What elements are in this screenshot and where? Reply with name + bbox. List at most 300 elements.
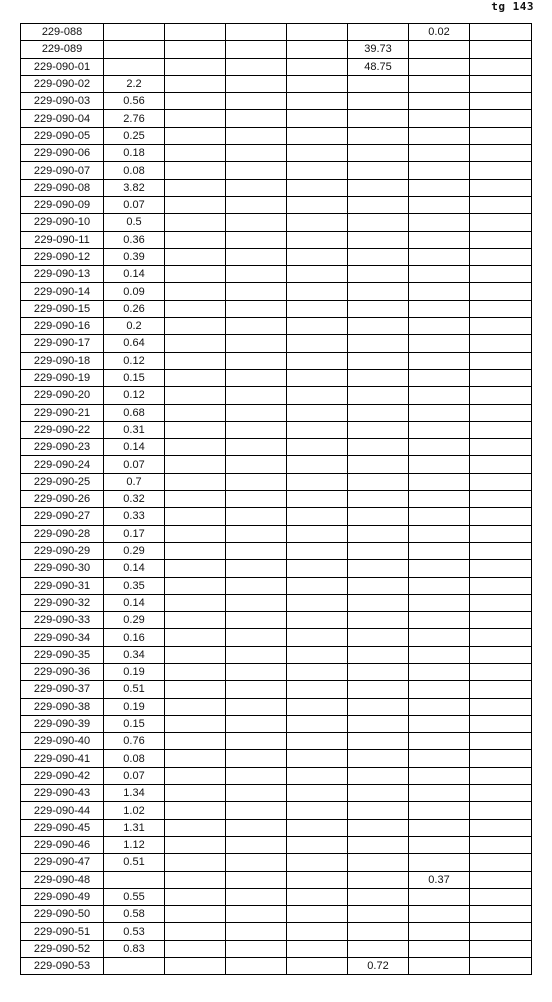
value-cell-col7: [409, 404, 470, 421]
value-cell-col6: [348, 577, 409, 594]
table-body: [21, 24, 532, 975]
empty-cell-col4: [226, 231, 287, 248]
empty-cell-col4: [226, 110, 287, 127]
value-cell-col2: [104, 58, 165, 75]
sample-id-cell: 229-090-27: [21, 508, 104, 525]
empty-cell-col4: [226, 439, 287, 456]
value-cell-col6: [348, 318, 409, 335]
empty-cell-col8: [470, 836, 532, 853]
empty-cell-col8: [470, 906, 532, 923]
value-cell-col2: 0.25: [104, 127, 165, 144]
sample-id-cell: 229-090-19: [21, 369, 104, 386]
empty-cell-col8: [470, 750, 532, 767]
value-cell-col7: [409, 318, 470, 335]
empty-cell-col8: [470, 473, 532, 490]
value-cell-col6: [348, 473, 409, 490]
empty-cell-col8: [470, 715, 532, 732]
value-cell-col2: 0.34: [104, 646, 165, 663]
sample-id-cell: 229-090-51: [21, 923, 104, 940]
empty-cell-col4: [226, 836, 287, 853]
sample-id-cell: 229-090-43: [21, 785, 104, 802]
value-cell-col7: [409, 231, 470, 248]
table-row: [21, 300, 532, 317]
table-row: [21, 421, 532, 438]
empty-cell-col8: [470, 508, 532, 525]
empty-cell-col4: [226, 802, 287, 819]
empty-cell-col3: [165, 508, 226, 525]
empty-cell-col8: [470, 231, 532, 248]
empty-cell-col5: [287, 629, 348, 646]
empty-cell-col4: [226, 663, 287, 680]
empty-cell-col5: [287, 906, 348, 923]
table-row: [21, 525, 532, 542]
empty-cell-col8: [470, 785, 532, 802]
empty-cell-col3: [165, 196, 226, 213]
value-cell-col2: 0.09: [104, 283, 165, 300]
value-cell-col7: [409, 560, 470, 577]
table-row: [21, 594, 532, 611]
value-cell-col6: [348, 214, 409, 231]
value-cell-col2: 0.53: [104, 923, 165, 940]
value-cell-col2: 0.33: [104, 508, 165, 525]
table-row: [21, 508, 532, 525]
empty-cell-col8: [470, 923, 532, 940]
sample-id-cell: 229-090-20: [21, 387, 104, 404]
empty-cell-col4: [226, 162, 287, 179]
sample-id-cell: 229-090-12: [21, 248, 104, 265]
empty-cell-col8: [470, 629, 532, 646]
value-cell-col2: 2.76: [104, 110, 165, 127]
empty-cell-col4: [226, 612, 287, 629]
value-cell-col7: [409, 162, 470, 179]
value-cell-col6: [348, 266, 409, 283]
sample-id-cell: 229-090-28: [21, 525, 104, 542]
sample-id-cell: 229-090-23: [21, 439, 104, 456]
empty-cell-col5: [287, 127, 348, 144]
table-row: [21, 646, 532, 663]
empty-cell-col5: [287, 733, 348, 750]
value-cell-col2: 0.26: [104, 300, 165, 317]
value-cell-col7: [409, 819, 470, 836]
sample-id-cell: 229-090-35: [21, 646, 104, 663]
empty-cell-col8: [470, 318, 532, 335]
empty-cell-col3: [165, 594, 226, 611]
value-cell-col2: 0.15: [104, 715, 165, 732]
value-cell-col2: 0.14: [104, 439, 165, 456]
table-row: [21, 214, 532, 231]
sample-id-cell: 229-090-18: [21, 352, 104, 369]
empty-cell-col8: [470, 958, 532, 975]
sample-id-cell: 229-090-14: [21, 283, 104, 300]
value-cell-col7: [409, 785, 470, 802]
value-cell-col7: [409, 352, 470, 369]
empty-cell-col8: [470, 854, 532, 871]
table-row: [21, 940, 532, 957]
sample-id-cell: 229-090-29: [21, 542, 104, 559]
value-cell-col7: [409, 491, 470, 508]
table-row: [21, 41, 532, 58]
value-cell-col6: 0.72: [348, 958, 409, 975]
value-cell-col6: [348, 335, 409, 352]
empty-cell-col5: [287, 404, 348, 421]
empty-cell-col8: [470, 767, 532, 784]
empty-cell-col3: [165, 110, 226, 127]
value-cell-col2: 0.2: [104, 318, 165, 335]
value-cell-col2: 0.64: [104, 335, 165, 352]
empty-cell-col3: [165, 871, 226, 888]
empty-cell-col5: [287, 940, 348, 957]
value-cell-col2: 0.07: [104, 767, 165, 784]
empty-cell-col3: [165, 750, 226, 767]
table-row: [21, 560, 532, 577]
table-row: [21, 456, 532, 473]
table-row: [21, 542, 532, 559]
empty-cell-col5: [287, 577, 348, 594]
empty-cell-col8: [470, 110, 532, 127]
value-cell-col2: 0.58: [104, 906, 165, 923]
value-cell-col6: [348, 836, 409, 853]
value-cell-col6: [348, 404, 409, 421]
empty-cell-col8: [470, 888, 532, 905]
empty-cell-col8: [470, 352, 532, 369]
empty-cell-col4: [226, 594, 287, 611]
sample-id-cell: 229-090-02: [21, 75, 104, 92]
empty-cell-col8: [470, 179, 532, 196]
empty-cell-col4: [226, 750, 287, 767]
empty-cell-col4: [226, 58, 287, 75]
value-cell-col6: [348, 767, 409, 784]
empty-cell-col4: [226, 127, 287, 144]
sample-id-cell: 229-090-30: [21, 560, 104, 577]
empty-cell-col4: [226, 318, 287, 335]
empty-cell-col5: [287, 594, 348, 611]
page-number-label: tg 143: [491, 0, 534, 13]
value-cell-col2: 2.2: [104, 75, 165, 92]
table-row: [21, 750, 532, 767]
empty-cell-col5: [287, 335, 348, 352]
empty-cell-col4: [226, 785, 287, 802]
sample-id-cell: 229-090-08: [21, 179, 104, 196]
value-cell-col7: [409, 214, 470, 231]
empty-cell-col4: [226, 698, 287, 715]
empty-cell-col4: [226, 93, 287, 110]
empty-cell-col3: [165, 214, 226, 231]
table-row: [21, 196, 532, 213]
empty-cell-col4: [226, 767, 287, 784]
table-row: [21, 888, 532, 905]
table-row: [21, 404, 532, 421]
sample-id-cell: 229-090-48: [21, 871, 104, 888]
empty-cell-col5: [287, 698, 348, 715]
empty-cell-col5: [287, 560, 348, 577]
empty-cell-col5: [287, 214, 348, 231]
empty-cell-col5: [287, 871, 348, 888]
value-cell-col7: [409, 525, 470, 542]
empty-cell-col8: [470, 663, 532, 680]
table-row: [21, 24, 532, 41]
empty-cell-col5: [287, 750, 348, 767]
sample-id-cell: 229-090-41: [21, 750, 104, 767]
table-row: [21, 179, 532, 196]
value-cell-col6: [348, 733, 409, 750]
value-cell-col7: [409, 179, 470, 196]
value-cell-col7: [409, 145, 470, 162]
empty-cell-col3: [165, 542, 226, 559]
empty-cell-col4: [226, 906, 287, 923]
value-cell-col2: 3.82: [104, 179, 165, 196]
value-cell-col2: 0.17: [104, 525, 165, 542]
empty-cell-col3: [165, 888, 226, 905]
empty-cell-col3: [165, 41, 226, 58]
table-row: [21, 369, 532, 386]
empty-cell-col4: [226, 145, 287, 162]
value-cell-col6: [348, 940, 409, 957]
value-cell-col6: [348, 369, 409, 386]
table-row: [21, 958, 532, 975]
value-cell-col2: 1.34: [104, 785, 165, 802]
empty-cell-col3: [165, 612, 226, 629]
empty-cell-col5: [287, 646, 348, 663]
value-cell-col6: [348, 819, 409, 836]
empty-cell-col4: [226, 75, 287, 92]
empty-cell-col4: [226, 629, 287, 646]
empty-cell-col3: [165, 404, 226, 421]
empty-cell-col5: [287, 41, 348, 58]
sample-id-cell: 229-090-33: [21, 612, 104, 629]
value-cell-col6: [348, 231, 409, 248]
table-row: [21, 266, 532, 283]
empty-cell-col3: [165, 127, 226, 144]
value-cell-col2: [104, 41, 165, 58]
empty-cell-col3: [165, 733, 226, 750]
empty-cell-col5: [287, 715, 348, 732]
value-cell-col6: 48.75: [348, 58, 409, 75]
value-cell-col6: [348, 75, 409, 92]
value-cell-col6: [348, 110, 409, 127]
sample-id-cell: 229-090-11: [21, 231, 104, 248]
empty-cell-col8: [470, 387, 532, 404]
value-cell-col6: [348, 162, 409, 179]
empty-cell-col4: [226, 508, 287, 525]
empty-cell-col8: [470, 75, 532, 92]
table-row: [21, 733, 532, 750]
empty-cell-col5: [287, 491, 348, 508]
empty-cell-col8: [470, 248, 532, 265]
value-cell-col6: [348, 421, 409, 438]
empty-cell-col8: [470, 404, 532, 421]
value-cell-col7: [409, 715, 470, 732]
empty-cell-col8: [470, 560, 532, 577]
sample-id-cell: 229-090-45: [21, 819, 104, 836]
empty-cell-col5: [287, 93, 348, 110]
value-cell-col2: 0.14: [104, 266, 165, 283]
empty-cell-col5: [287, 231, 348, 248]
empty-cell-col4: [226, 352, 287, 369]
empty-cell-col8: [470, 439, 532, 456]
value-cell-col6: [348, 542, 409, 559]
value-cell-col7: [409, 335, 470, 352]
table-row: [21, 612, 532, 629]
value-cell-col2: 0.14: [104, 560, 165, 577]
table-row: [21, 698, 532, 715]
empty-cell-col4: [226, 854, 287, 871]
value-cell-col7: [409, 940, 470, 957]
table-row: [21, 819, 532, 836]
empty-cell-col3: [165, 421, 226, 438]
value-cell-col6: [348, 802, 409, 819]
value-cell-col2: 1.31: [104, 819, 165, 836]
empty-cell-col8: [470, 196, 532, 213]
value-cell-col6: [348, 352, 409, 369]
empty-cell-col3: [165, 93, 226, 110]
empty-cell-col3: [165, 300, 226, 317]
value-cell-col2: 0.29: [104, 542, 165, 559]
empty-cell-col4: [226, 335, 287, 352]
empty-cell-col4: [226, 248, 287, 265]
sample-id-cell: 229-090-49: [21, 888, 104, 905]
sample-id-cell: 229-088: [21, 24, 104, 41]
empty-cell-col3: [165, 439, 226, 456]
table-row: [21, 629, 532, 646]
empty-cell-col5: [287, 24, 348, 41]
sample-id-cell: 229-090-06: [21, 145, 104, 162]
empty-cell-col4: [226, 681, 287, 698]
sample-id-cell: 229-090-47: [21, 854, 104, 871]
empty-cell-col4: [226, 421, 287, 438]
empty-cell-col3: [165, 266, 226, 283]
empty-cell-col8: [470, 456, 532, 473]
empty-cell-col8: [470, 594, 532, 611]
value-cell-col2: 1.02: [104, 802, 165, 819]
empty-cell-col4: [226, 940, 287, 957]
value-cell-col2: 0.07: [104, 196, 165, 213]
empty-cell-col5: [287, 456, 348, 473]
value-cell-col6: [348, 525, 409, 542]
empty-cell-col4: [226, 958, 287, 975]
sample-id-cell: 229-090-15: [21, 300, 104, 317]
empty-cell-col3: [165, 318, 226, 335]
sample-id-cell: 229-090-31: [21, 577, 104, 594]
sample-id-cell: 229-090-09: [21, 196, 104, 213]
value-cell-col7: [409, 750, 470, 767]
sample-id-cell: 229-090-44: [21, 802, 104, 819]
value-cell-col2: 0.36: [104, 231, 165, 248]
empty-cell-col5: [287, 162, 348, 179]
empty-cell-col3: [165, 231, 226, 248]
sample-id-cell: 229-090-13: [21, 266, 104, 283]
empty-cell-col4: [226, 24, 287, 41]
value-cell-col7: [409, 196, 470, 213]
empty-cell-col5: [287, 958, 348, 975]
value-cell-col2: 0.68: [104, 404, 165, 421]
value-cell-col7: [409, 110, 470, 127]
value-cell-col2: 0.08: [104, 162, 165, 179]
value-cell-col7: [409, 248, 470, 265]
empty-cell-col3: [165, 491, 226, 508]
table-row: [21, 715, 532, 732]
empty-cell-col3: [165, 767, 226, 784]
sample-id-cell: 229-090-53: [21, 958, 104, 975]
empty-cell-col8: [470, 283, 532, 300]
table-row: [21, 871, 532, 888]
value-cell-col7: [409, 854, 470, 871]
value-cell-col6: [348, 923, 409, 940]
value-cell-col6: 39.73: [348, 41, 409, 58]
table-row: [21, 681, 532, 698]
sample-id-cell: 229-090-40: [21, 733, 104, 750]
value-cell-col2: 0.15: [104, 369, 165, 386]
value-cell-col2: 0.51: [104, 681, 165, 698]
value-cell-col2: 0.07: [104, 456, 165, 473]
sample-id-cell: 229-090-04: [21, 110, 104, 127]
table-row: [21, 231, 532, 248]
empty-cell-col3: [165, 663, 226, 680]
empty-cell-col3: [165, 958, 226, 975]
value-cell-col7: [409, 698, 470, 715]
empty-cell-col3: [165, 940, 226, 957]
value-cell-col7: [409, 767, 470, 784]
value-cell-col6: [348, 715, 409, 732]
value-cell-col7: [409, 473, 470, 490]
empty-cell-col5: [287, 473, 348, 490]
value-cell-col6: [348, 179, 409, 196]
empty-cell-col3: [165, 577, 226, 594]
empty-cell-col3: [165, 75, 226, 92]
empty-cell-col5: [287, 266, 348, 283]
empty-cell-col3: [165, 283, 226, 300]
empty-cell-col8: [470, 542, 532, 559]
value-cell-col7: [409, 283, 470, 300]
sample-id-cell: 229-090-25: [21, 473, 104, 490]
empty-cell-col3: [165, 473, 226, 490]
empty-cell-col5: [287, 854, 348, 871]
value-cell-col6: [348, 698, 409, 715]
empty-cell-col3: [165, 179, 226, 196]
sample-id-cell: 229-090-05: [21, 127, 104, 144]
table-row: [21, 473, 532, 490]
table-row: [21, 854, 532, 871]
table-row: [21, 145, 532, 162]
empty-cell-col3: [165, 58, 226, 75]
value-cell-col7: [409, 594, 470, 611]
empty-cell-col4: [226, 819, 287, 836]
empty-cell-col3: [165, 145, 226, 162]
table-row: [21, 58, 532, 75]
empty-cell-col4: [226, 646, 287, 663]
empty-cell-col8: [470, 491, 532, 508]
value-cell-col6: [348, 93, 409, 110]
table-row: [21, 491, 532, 508]
empty-cell-col3: [165, 906, 226, 923]
value-cell-col7: [409, 612, 470, 629]
empty-cell-col3: [165, 802, 226, 819]
empty-cell-col5: [287, 525, 348, 542]
value-cell-col7: [409, 508, 470, 525]
value-cell-col6: [348, 508, 409, 525]
sample-id-cell: 229-090-01: [21, 58, 104, 75]
value-cell-col6: [348, 300, 409, 317]
empty-cell-col4: [226, 715, 287, 732]
empty-cell-col5: [287, 802, 348, 819]
sample-id-cell: 229-090-03: [21, 93, 104, 110]
value-cell-col2: 0.83: [104, 940, 165, 957]
empty-cell-col5: [287, 179, 348, 196]
empty-cell-col5: [287, 888, 348, 905]
empty-cell-col3: [165, 819, 226, 836]
value-cell-col7: [409, 629, 470, 646]
value-cell-col2: 0.51: [104, 854, 165, 871]
sample-id-cell: 229-090-34: [21, 629, 104, 646]
